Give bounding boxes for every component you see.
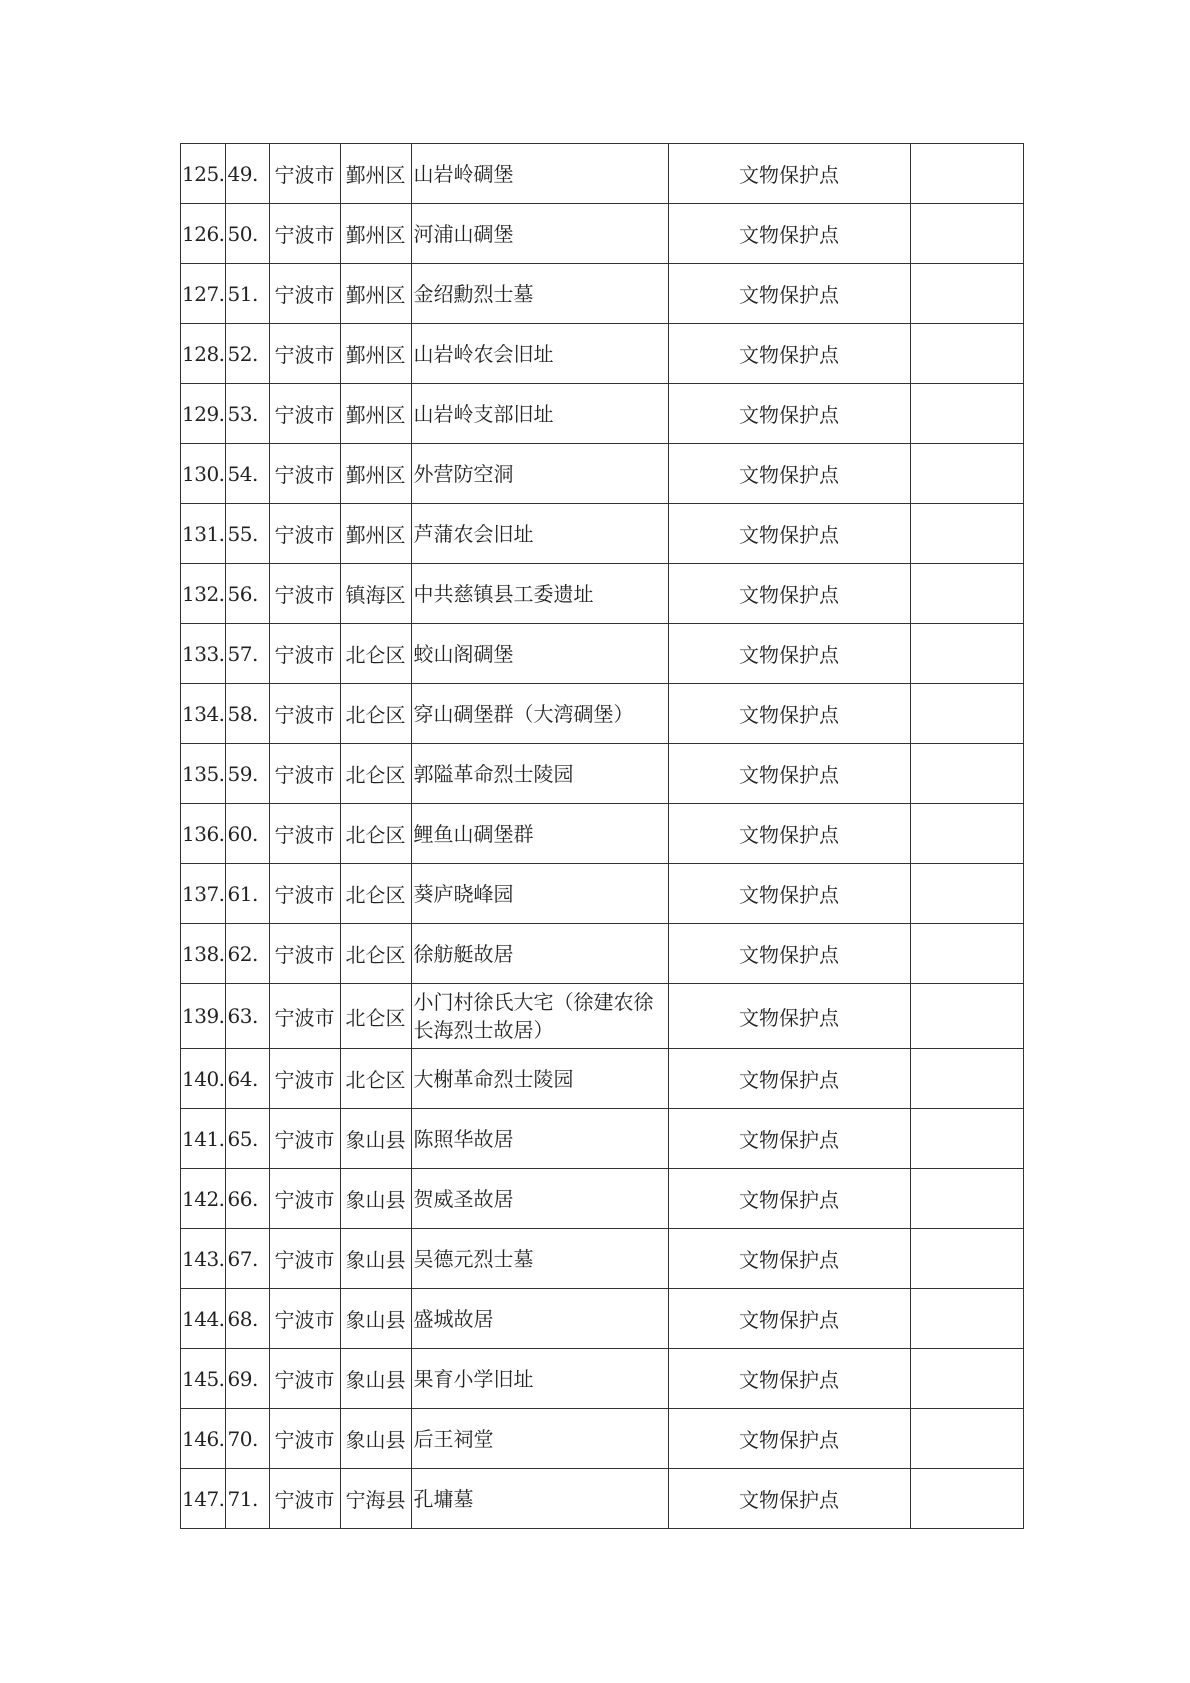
serial-number-cell: 134. — [181, 684, 226, 744]
protection-level-cell: 文物保护点 — [668, 1049, 910, 1109]
remarks-cell — [910, 1289, 1023, 1349]
sub-number-cell: 57. — [225, 624, 269, 684]
site-name-cell: 芦蒲农会旧址 — [411, 504, 668, 564]
district-cell: 象山县 — [340, 1409, 411, 1469]
serial-number-cell: 146. — [181, 1409, 226, 1469]
sub-number-cell: 65. — [225, 1109, 269, 1169]
table-row — [181, 804, 1024, 864]
city-cell: 宁波市 — [269, 204, 340, 264]
sub-number-cell: 59. — [225, 744, 269, 804]
remarks-cell — [910, 264, 1023, 324]
serial-number-cell: 142. — [181, 1169, 226, 1229]
site-name-cell: 贺威圣故居 — [411, 1169, 668, 1229]
city-cell: 宁波市 — [269, 1049, 340, 1109]
remarks-cell — [910, 804, 1023, 864]
district-cell: 镇海区 — [340, 564, 411, 624]
table-row — [181, 924, 1024, 984]
district-cell: 鄞州区 — [340, 204, 411, 264]
serial-number-cell: 145. — [181, 1349, 226, 1409]
table-row — [181, 144, 1024, 204]
city-cell: 宁波市 — [269, 1289, 340, 1349]
sub-number-cell: 63. — [225, 984, 269, 1049]
table-row — [181, 1229, 1024, 1289]
city-cell: 宁波市 — [269, 864, 340, 924]
site-name-cell: 河浦山碉堡 — [411, 204, 668, 264]
city-cell: 宁波市 — [269, 984, 340, 1049]
serial-number-cell: 138. — [181, 924, 226, 984]
remarks-cell — [910, 144, 1023, 204]
serial-number-cell: 132. — [181, 564, 226, 624]
sub-number-cell: 71. — [225, 1469, 269, 1529]
protection-level-cell: 文物保护点 — [668, 444, 910, 504]
remarks-cell — [910, 924, 1023, 984]
table-row — [181, 684, 1024, 744]
city-cell: 宁波市 — [269, 924, 340, 984]
table-row — [181, 1349, 1024, 1409]
protection-level-cell: 文物保护点 — [668, 624, 910, 684]
protection-level-cell: 文物保护点 — [668, 804, 910, 864]
remarks-cell — [910, 1049, 1023, 1109]
serial-number-cell: 131. — [181, 504, 226, 564]
district-cell: 象山县 — [340, 1349, 411, 1409]
sub-number-cell: 51. — [225, 264, 269, 324]
table-row — [181, 444, 1024, 504]
table-body — [181, 144, 1024, 1529]
sub-number-cell: 50. — [225, 204, 269, 264]
protection-level-cell: 文物保护点 — [668, 384, 910, 444]
district-cell: 北仑区 — [340, 984, 411, 1049]
protection-level-cell: 文物保护点 — [668, 744, 910, 804]
remarks-cell — [910, 204, 1023, 264]
sub-number-cell: 66. — [225, 1169, 269, 1229]
district-cell: 象山县 — [340, 1109, 411, 1169]
district-cell: 北仑区 — [340, 864, 411, 924]
city-cell: 宁波市 — [269, 384, 340, 444]
table-row — [181, 504, 1024, 564]
district-cell: 象山县 — [340, 1169, 411, 1229]
remarks-cell — [910, 384, 1023, 444]
table-row — [181, 1409, 1024, 1469]
protection-level-cell: 文物保护点 — [668, 1409, 910, 1469]
city-cell: 宁波市 — [269, 1349, 340, 1409]
table-row — [181, 324, 1024, 384]
serial-number-cell: 144. — [181, 1289, 226, 1349]
remarks-cell — [910, 1229, 1023, 1289]
table-row — [181, 1469, 1024, 1529]
district-cell: 象山县 — [340, 1229, 411, 1289]
remarks-cell — [910, 744, 1023, 804]
table-row — [181, 564, 1024, 624]
heritage-site-table — [180, 143, 1024, 1529]
city-cell: 宁波市 — [269, 1169, 340, 1229]
table-row — [181, 264, 1024, 324]
site-name-cell: 盛城故居 — [411, 1289, 668, 1349]
protection-level-cell: 文物保护点 — [668, 564, 910, 624]
site-name-cell: 山岩岭农会旧址 — [411, 324, 668, 384]
protection-level-cell: 文物保护点 — [668, 1469, 910, 1529]
site-name-cell: 山岩岭碉堡 — [411, 144, 668, 204]
site-name-cell: 鲤鱼山碉堡群 — [411, 804, 668, 864]
site-name-cell: 小门村徐氏大宅（徐建农徐长海烈士故居） — [411, 984, 668, 1049]
protection-level-cell: 文物保护点 — [668, 264, 910, 324]
city-cell: 宁波市 — [269, 1229, 340, 1289]
table-row — [181, 984, 1024, 1049]
city-cell: 宁波市 — [269, 804, 340, 864]
site-name-cell: 孔墉墓 — [411, 1469, 668, 1529]
district-cell: 北仑区 — [340, 684, 411, 744]
serial-number-cell: 137. — [181, 864, 226, 924]
sub-number-cell: 54. — [225, 444, 269, 504]
serial-number-cell: 143. — [181, 1229, 226, 1289]
district-cell: 鄞州区 — [340, 324, 411, 384]
table-row — [181, 1109, 1024, 1169]
sub-number-cell: 69. — [225, 1349, 269, 1409]
sub-number-cell: 58. — [225, 684, 269, 744]
serial-number-cell: 133. — [181, 624, 226, 684]
site-name-cell: 大榭革命烈士陵园 — [411, 1049, 668, 1109]
protection-level-cell: 文物保护点 — [668, 684, 910, 744]
site-name-cell: 金绍勳烈士墓 — [411, 264, 668, 324]
district-cell: 北仑区 — [340, 804, 411, 864]
table-row — [181, 1289, 1024, 1349]
serial-number-cell: 130. — [181, 444, 226, 504]
district-cell: 鄞州区 — [340, 144, 411, 204]
remarks-cell — [910, 444, 1023, 504]
remarks-cell — [910, 984, 1023, 1049]
site-name-cell: 果育小学旧址 — [411, 1349, 668, 1409]
district-cell: 鄞州区 — [340, 504, 411, 564]
site-name-cell: 徐舫艇故居 — [411, 924, 668, 984]
protection-level-cell: 文物保护点 — [668, 1229, 910, 1289]
protection-level-cell: 文物保护点 — [668, 1109, 910, 1169]
site-name-cell: 葵庐晓峰园 — [411, 864, 668, 924]
protection-level-cell: 文物保护点 — [668, 984, 910, 1049]
sub-number-cell: 61. — [225, 864, 269, 924]
remarks-cell — [910, 504, 1023, 564]
serial-number-cell: 128. — [181, 324, 226, 384]
district-cell: 鄞州区 — [340, 264, 411, 324]
site-name-cell: 山岩岭支部旧址 — [411, 384, 668, 444]
remarks-cell — [910, 324, 1023, 384]
site-name-cell: 陈照华故居 — [411, 1109, 668, 1169]
site-name-cell: 后王祠堂 — [411, 1409, 668, 1469]
table-row — [181, 384, 1024, 444]
serial-number-cell: 147. — [181, 1469, 226, 1529]
protection-level-cell: 文物保护点 — [668, 144, 910, 204]
sub-number-cell: 49. — [225, 144, 269, 204]
serial-number-cell: 135. — [181, 744, 226, 804]
site-name-cell: 穿山碉堡群（大湾碉堡） — [411, 684, 668, 744]
sub-number-cell: 56. — [225, 564, 269, 624]
remarks-cell — [910, 1349, 1023, 1409]
city-cell: 宁波市 — [269, 1109, 340, 1169]
site-name-cell: 吴德元烈士墓 — [411, 1229, 668, 1289]
protection-level-cell: 文物保护点 — [668, 504, 910, 564]
sub-number-cell: 60. — [225, 804, 269, 864]
city-cell: 宁波市 — [269, 504, 340, 564]
district-cell: 北仑区 — [340, 624, 411, 684]
district-cell: 鄞州区 — [340, 444, 411, 504]
serial-number-cell: 125. — [181, 144, 226, 204]
district-cell: 北仑区 — [340, 744, 411, 804]
remarks-cell — [910, 624, 1023, 684]
table-row — [181, 1169, 1024, 1229]
serial-number-cell: 140. — [181, 1049, 226, 1109]
serial-number-cell: 126. — [181, 204, 226, 264]
city-cell: 宁波市 — [269, 144, 340, 204]
sub-number-cell: 55. — [225, 504, 269, 564]
remarks-cell — [910, 684, 1023, 744]
remarks-cell — [910, 1409, 1023, 1469]
protection-level-cell: 文物保护点 — [668, 324, 910, 384]
serial-number-cell: 127. — [181, 264, 226, 324]
site-name-cell: 外营防空洞 — [411, 444, 668, 504]
serial-number-cell: 136. — [181, 804, 226, 864]
sub-number-cell: 62. — [225, 924, 269, 984]
district-cell: 鄞州区 — [340, 384, 411, 444]
protection-level-cell: 文物保护点 — [668, 1169, 910, 1229]
remarks-cell — [910, 564, 1023, 624]
city-cell: 宁波市 — [269, 1409, 340, 1469]
district-cell: 北仑区 — [340, 924, 411, 984]
table-row — [181, 624, 1024, 684]
serial-number-cell: 139. — [181, 984, 226, 1049]
table-row — [181, 864, 1024, 924]
table-row — [181, 744, 1024, 804]
sub-number-cell: 68. — [225, 1289, 269, 1349]
city-cell: 宁波市 — [269, 744, 340, 804]
table-row — [181, 204, 1024, 264]
protection-level-cell: 文物保护点 — [668, 924, 910, 984]
site-name-cell: 蛟山阁碉堡 — [411, 624, 668, 684]
remarks-cell — [910, 1169, 1023, 1229]
city-cell: 宁波市 — [269, 264, 340, 324]
sub-number-cell: 64. — [225, 1049, 269, 1109]
protection-level-cell: 文物保护点 — [668, 1349, 910, 1409]
district-cell: 北仑区 — [340, 1049, 411, 1109]
district-cell: 象山县 — [340, 1289, 411, 1349]
sub-number-cell: 67. — [225, 1229, 269, 1289]
protection-level-cell: 文物保护点 — [668, 864, 910, 924]
protection-level-cell: 文物保护点 — [668, 1289, 910, 1349]
table-row — [181, 1049, 1024, 1109]
city-cell: 宁波市 — [269, 564, 340, 624]
city-cell: 宁波市 — [269, 324, 340, 384]
remarks-cell — [910, 1109, 1023, 1169]
district-cell: 宁海县 — [340, 1469, 411, 1529]
site-name-cell: 郭隘革命烈士陵园 — [411, 744, 668, 804]
city-cell: 宁波市 — [269, 444, 340, 504]
remarks-cell — [910, 864, 1023, 924]
protection-level-cell: 文物保护点 — [668, 204, 910, 264]
sub-number-cell: 52. — [225, 324, 269, 384]
city-cell: 宁波市 — [269, 684, 340, 744]
city-cell: 宁波市 — [269, 1469, 340, 1529]
serial-number-cell: 129. — [181, 384, 226, 444]
city-cell: 宁波市 — [269, 624, 340, 684]
serial-number-cell: 141. — [181, 1109, 226, 1169]
remarks-cell — [910, 1469, 1023, 1529]
sub-number-cell: 70. — [225, 1409, 269, 1469]
sub-number-cell: 53. — [225, 384, 269, 444]
site-name-cell: 中共慈镇县工委遗址 — [411, 564, 668, 624]
